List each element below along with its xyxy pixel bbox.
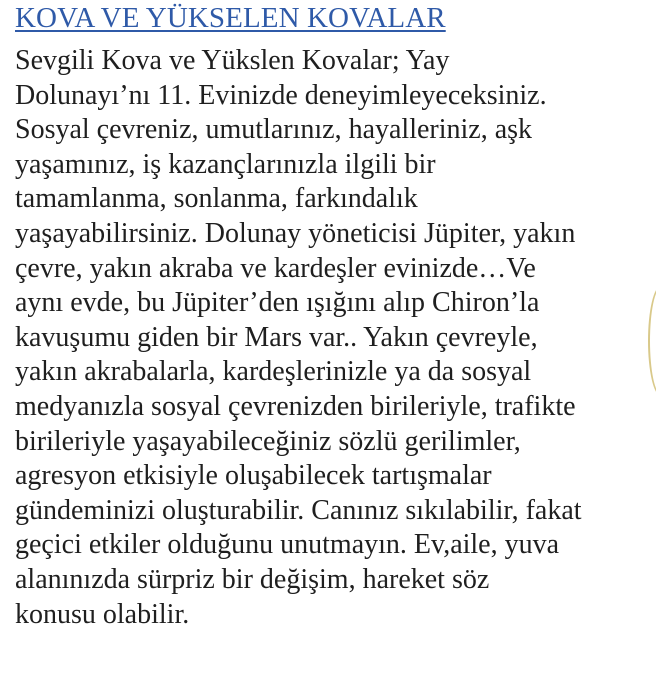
- text-line: gündeminizi oluşturabilir. Canınız sıkılabilir, fakat: [15, 494, 582, 526]
- text-line: aynı evde, bu Jüpiter’den ışığını alıp Chiron’la: [15, 287, 540, 319]
- section-title: KOVA VE YÜKSELEN KOVALAR: [15, 2, 446, 34]
- text-line: yaşayabilirsiniz. Dolunay yöneticisi Jüpiter, yakın: [15, 217, 576, 249]
- text-line: yakın akrabalarla, kardeşlerinizle ya da sosyal: [15, 356, 532, 388]
- text-line: kavuşumu giden bir Mars var.. Yakın çevreyle,: [15, 321, 538, 353]
- text-line: agresyon etkisiyle oluşabilecek tartışmalar: [15, 460, 492, 492]
- text-line: çevre, yakın akraba ve kardeşler evinizde…Ve: [15, 252, 536, 284]
- decorative-edge-arc: [648, 286, 656, 396]
- text-line: Dolunayı’nı 11. Evinizde deneyimleyeceksiniz.: [15, 79, 547, 111]
- text-line: Sevgili Kova ve Yükslen Kovalar; Yay: [15, 45, 450, 76]
- text-line: Sosyal çevreniz, umutlarınız, hayalleriniz, aşk: [15, 114, 533, 146]
- text-line: alanınızda sürpriz bir değişim, hareket söz: [15, 563, 490, 595]
- text-line: tamamlanma, sonlanma, farkındalık: [15, 183, 418, 215]
- text-line: konusu olabilir.: [15, 598, 190, 630]
- text-line: geçici etkiler olduğunu unutmayın. Ev,aile, yuva: [15, 529, 560, 561]
- horoscope-body: [15, 44, 645, 632]
- text-line: yaşamınız, iş kazançlarınızla ilgili bir: [15, 148, 436, 180]
- text-line: birileriyle yaşayabileceğiniz sözlü gerilimler,: [15, 425, 521, 457]
- text-line: medyanızla sosyal çevrenizden birileriyle, trafikte: [15, 390, 576, 422]
